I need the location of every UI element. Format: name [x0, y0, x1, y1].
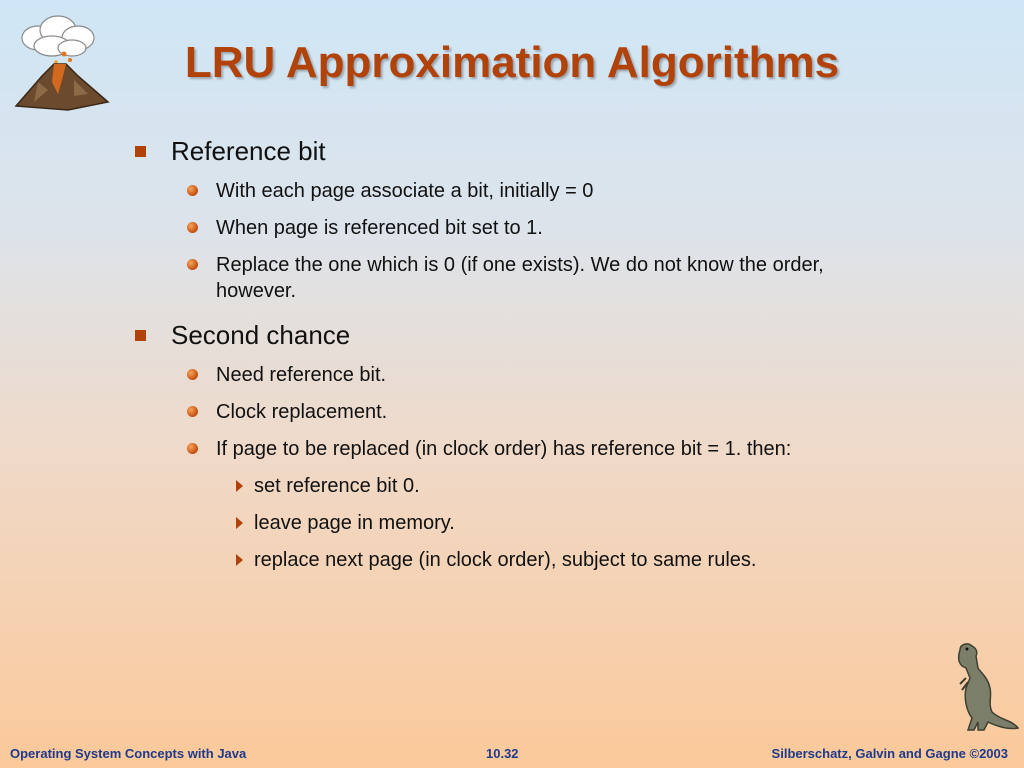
- arrow-bullet-icon: [236, 517, 243, 529]
- footer-left: Operating System Concepts with Java: [10, 746, 247, 761]
- round-bullet-icon: [187, 259, 198, 270]
- bullet-reference-bit: Reference bit: [171, 136, 326, 166]
- bullet-sc-3-c: replace next page (in clock order), subject to same rules.: [254, 549, 757, 571]
- round-bullet-icon: [187, 369, 198, 380]
- round-bullet-icon: [187, 185, 198, 196]
- bullet-rb-3: Replace the one which is 0 (if one exists). We do not know the order, however.: [216, 254, 824, 302]
- bullet-sc-2: Clock replacement.: [216, 401, 388, 423]
- slide-title: LRU Approximation Algorithms: [184, 38, 840, 87]
- arrow-bullet-icon: [236, 554, 243, 566]
- bullet-rb-2: When page is referenced bit set to 1.: [216, 217, 543, 239]
- square-bullet-icon: [135, 146, 146, 157]
- footer-page-number: 10.32: [486, 746, 519, 761]
- round-bullet-icon: [187, 443, 198, 454]
- bullet-sc-3: If page to be replaced (in clock order) has reference bit = 1. then:: [216, 438, 792, 460]
- round-bullet-icon: [187, 406, 198, 417]
- bullet-sc-3-a: set reference bit 0.: [254, 475, 420, 497]
- arrow-bullet-icon: [236, 480, 243, 492]
- bullet-rb-1: With each page associate a bit, initially = 0: [216, 180, 594, 202]
- footer-right: Silberschatz, Galvin and Gagne ©2003: [771, 746, 1008, 761]
- round-bullet-icon: [187, 222, 198, 233]
- bullet-second-chance: Second chance: [171, 320, 351, 350]
- square-bullet-icon: [135, 330, 146, 341]
- bullet-sc-1: Need reference bit.: [216, 364, 387, 386]
- bullet-sc-3-b: leave page in memory.: [254, 512, 455, 534]
